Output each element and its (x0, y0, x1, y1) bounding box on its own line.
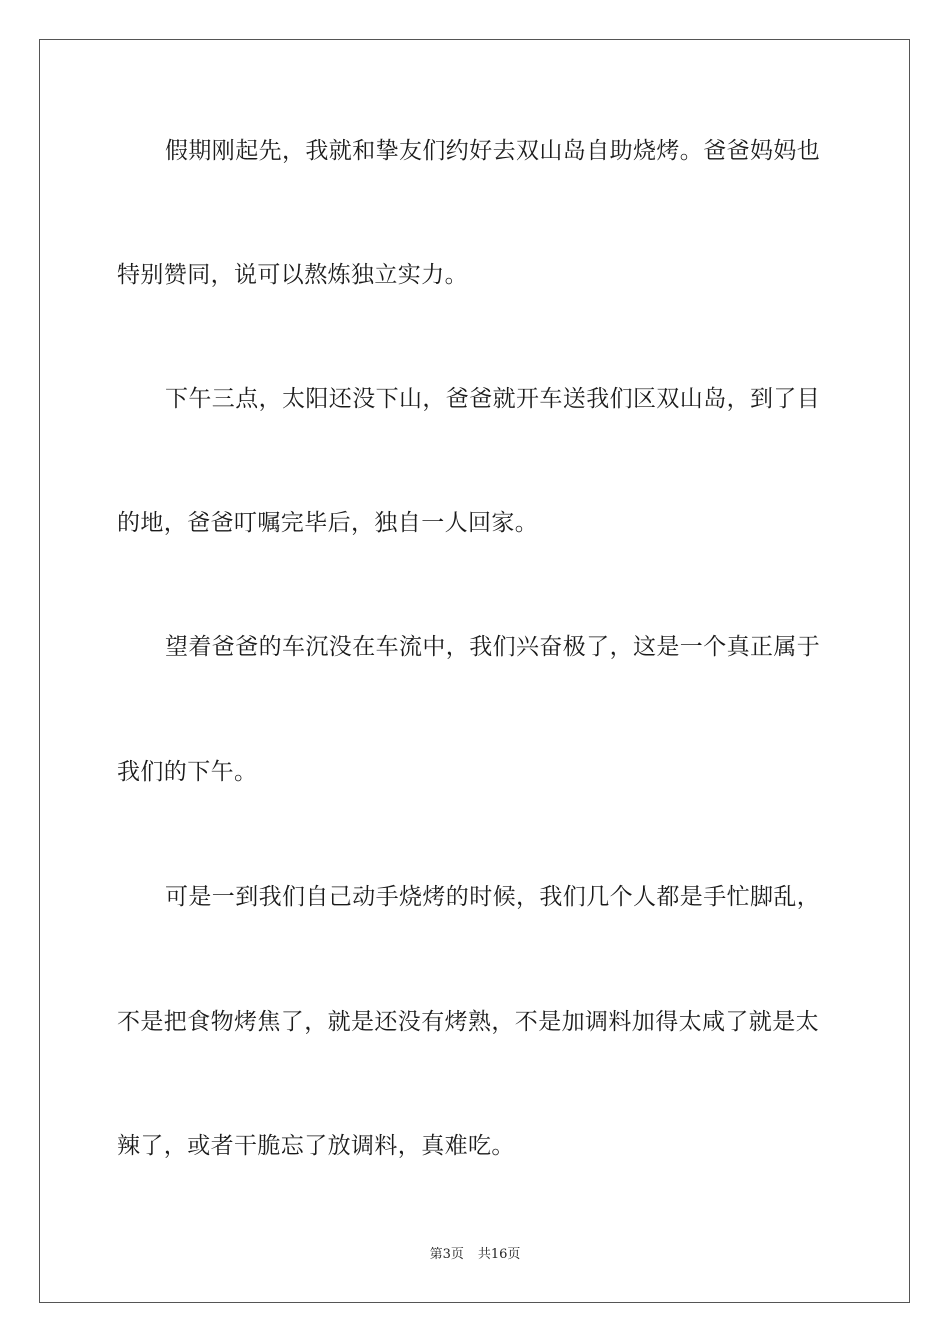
paragraph-2-line-2: 的地，爸爸叮嘱完毕后，独自一人回家。 (117, 510, 539, 536)
paragraph-3-line-2: 我们的下午。 (117, 759, 258, 785)
page-footer (0, 1246, 950, 1264)
paragraph-4-line-3: 辣了，或者干脆忘了放调料，真难吃。 (117, 1133, 515, 1159)
paragraph-2-line-1: 下午三点，太阳还没下山，爸爸就开车送我们区双山岛，到了目 (165, 386, 821, 412)
paragraph-1-line-1: 假期刚起先，我就和挚友们约好去双山岛自助烧烤。爸爸妈妈也 (165, 138, 821, 164)
paragraph-3-line-1: 望着爸爸的车沉没在车流中，我们兴奋极了，这是一个真正属于 (165, 634, 821, 660)
paragraph-1-line-2: 特别赞同，说可以熬炼独立实力。 (117, 262, 468, 288)
page-border (39, 39, 910, 1303)
total-pages: 共16页 (477, 1247, 521, 1262)
paragraph-4-line-1: 可是一到我们自己动手烧烤的时候，我们几个人都是手忙脚乱， (165, 884, 821, 910)
paragraph-4-line-2: 不是把食物烤焦了，就是还没有烤熟，不是加调料加得太咸了就是太 (117, 1009, 819, 1035)
page-number: 第3页 (429, 1247, 464, 1262)
